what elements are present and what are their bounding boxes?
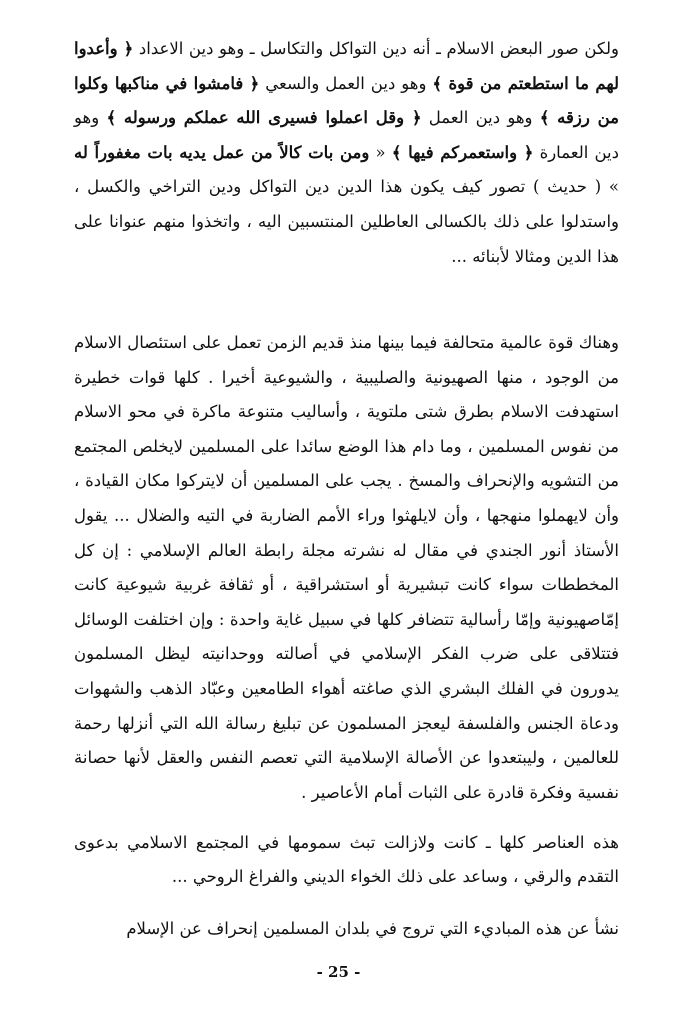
paragraph-1-text: وهو دين العمل والسعي — [259, 73, 433, 93]
paragraph-1-text: ولكن صور البعض الاسلام ـ أنه دين التواكل والتكاسل ـ وهو دين الاعداد — [133, 39, 619, 58]
quran-quote-prepare-strength: ﴿ وأعدوا لهم ما استطعتم من قوة ﴾ — [74, 39, 620, 93]
paragraph-4 — [74, 912, 619, 947]
paragraph-1-text: وهو دين العمارة — [74, 108, 619, 162]
paragraph-1-text: » ( حديث ) تصور كيف يكون هذا الدين دين التواكل ودين التراخي والكسل ، واستدلوا على ذلك بالكسالى العاطلين المنتسبين اليه ، واتخذوا منهم عنوانا على هذا الدين ومثالا لأبنائه ... — [74, 177, 619, 266]
paragraph-4-text: نشأ عن هذه المباديء التي تروج في بلدان المسلمين إنحراف عن الإسلام — [126, 919, 619, 938]
page-number: - 25 - — [316, 963, 361, 981]
paragraph-2-text: وهناك قوة عالمية متحالفة فيما بينها منذ قديم الزمن تعمل على استئصال الاسلام من الوجود ، منها الصهيونية والصليبية ، والشيوعية أخيرا . كلها قوات خطيرة استهدفت الاسلام بطرق شتى ملتوية ، وأساليب متنوعة ماكرة في محو الاسلام من نفوس المسلمين ، وما دام هذا الوضع سائدا على المسلمين لايخلص المجتمع من التشويه والإنحراف والمسخ . يجب على المسلمين أن لايتركوا مكان القيادة ، وأن لايهملوا منهجها ، وأن لايلهثوا وراء الأمم الضاربة في التيه والضلال ... يقول الأستاذ أنور الجندي في مقال له نشرته مجلة رابطة العالم الإسلامي : إن كل المخططات سواء كانت تبشيرية أو استشراقية ، أو ثقافة غربية شيوعية كانت إمّاصهيونية وإمّا رأسالية تتضافر كلها في سبيل غاية واحدة : وإن اختلفت الوسائل فتتلاقى على ضرب الفكر الإسلامي في أصالته ووحدانيته ليظل المسلمون يدورون في الفلك البشري الذي صاغته أهواء الطامعين وعبّاد الذهب والشهوات ودعاة الجنس والفلسفة ليعجز المسلمون عن تبليغ رسالة الله التي أنزلها رحمة للعالمين ، وليبتعدوا عن الأصالة الإسلامية التي تعصم النفس والعقل لأنها حصانة نفسية وفكرة قادرة على الثبات أمام الأعاصير . — [74, 333, 619, 802]
paragraph-3-text: هذه العناصر كلها ـ كانت ولازالت تبث سمومها في المجتمع الاسلامي بدعوى التقدم والرقي ، وساعد على ذلك الخواء الديني والفراغ الروحي ... — [74, 833, 619, 886]
quran-quote-settled-you: ﴿ واستعمركم فيها ﴾ — [391, 142, 534, 162]
paragraph-3 — [74, 826, 619, 894]
paragraph-1-text: وهو دين العمل — [421, 108, 540, 128]
quran-quote-walk-paths: ﴿ فامشوا في مناكبها وكلوا من رزقه ﴾ — [74, 73, 619, 128]
paragraph-1-text: « — [369, 142, 392, 162]
paragraph-2 — [74, 326, 619, 810]
quran-quote-say-work: ﴿ وقل اعملوا فسيرى الله عملكم ورسوله ﴾ — [106, 108, 422, 128]
hadith-quote: ومن بات كالاً من عمل يديه بات مغفوراً له — [74, 142, 370, 162]
paragraph-1 — [74, 32, 619, 274]
